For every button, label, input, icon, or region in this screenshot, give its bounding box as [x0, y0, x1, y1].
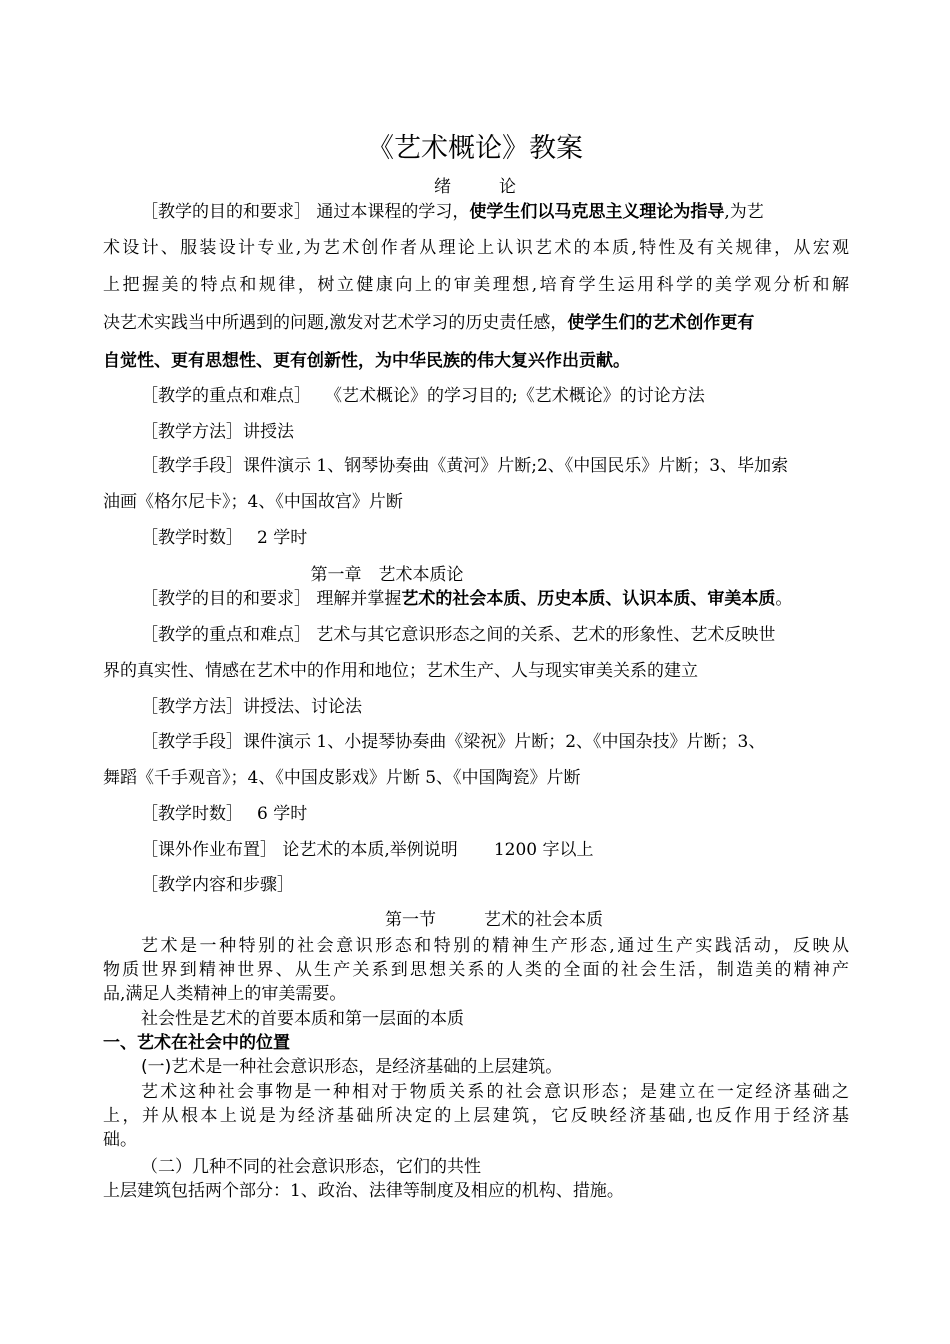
intro-key-line — [141, 385, 849, 407]
ch1-goal-bold: 艺术的社会本质、历史本质、认识本质、审美本质 — [401, 589, 776, 609]
sec1-p4: 上层建筑包括两个部分：1、政治、法律等制度及相应的机构、措施。 — [103, 1181, 624, 1201]
intro-means-line-2: 油画《格尔尼卡》；4、《中国故宫》片断 — [103, 492, 403, 512]
intro-heading — [0, 176, 950, 198]
ch1-method-label: ［教学方法］ — [141, 697, 243, 717]
sec1-p2: 社会性是艺术的首要本质和第一层面的本质 — [141, 1009, 464, 1029]
intro-hours-text: 2 学时 — [257, 528, 308, 548]
intro-key-text: 《艺术概论》的学习目的;《艺术概论》的讨论方法 — [325, 386, 705, 406]
chapter-1-heading: 第一章 艺术本质论 — [310, 565, 464, 585]
section-1-number: 第一节 — [385, 910, 436, 930]
intro-key-label: ［教学的重点和难点］ — [141, 386, 311, 406]
intro-goal-line-2: 术设计、服装设计专业,为艺术创作者从理论上认识艺术的本质,特性及有关规律，从宏观 — [103, 238, 849, 258]
intro-goal-text-d: 决艺术实践当中所遇到的问题,激发对艺术学习的历史责任感， — [103, 313, 568, 333]
intro-means-line-1 — [141, 455, 849, 477]
ch1-goal-label: ［教学的目的和要求］ — [141, 589, 311, 609]
ch1-hours-line — [141, 803, 849, 825]
sec1-p3-line-1: 艺术这种社会事物是一种相对于物质关系的社会意识形态；是建立在一定经济基础之 — [141, 1082, 849, 1102]
intro-goal-line-1 — [141, 201, 849, 223]
ch1-means-line-2: 舞蹈《千手观音》；4、《中国皮影戏》片断 5、《中国陶瓷》片断 — [103, 768, 581, 788]
ch1-key-line-2: 界的真实性、情感在艺术中的作用和地位；艺术生产、人与现实审美关系的建立 — [103, 661, 698, 681]
ch1-homework-text-a: 论艺术的本质,举例说明 — [282, 840, 458, 860]
intro-heading-a: 绪 — [434, 177, 451, 197]
intro-hours-label: ［教学时数］ — [141, 528, 243, 548]
ch1-key-line-1 — [141, 624, 849, 646]
ch1-key-text-1: 艺术与其它意识形态之间的关系、艺术的形象性、艺术反映世 — [316, 625, 776, 645]
intro-goal-label: ［教学的目的和要求］ — [141, 202, 311, 222]
intro-method-label: ［教学方法］ — [141, 422, 243, 442]
intro-method-text: 讲授法 — [243, 422, 294, 442]
intro-goal-line-4 — [103, 312, 849, 334]
ch1-means-line-1 — [141, 731, 849, 753]
intro-goal-text-c: ,为艺 — [724, 202, 764, 222]
intro-goal-bold-b: 使学生们的艺术创作更有 — [567, 313, 755, 333]
intro-goal-line-3: 上把握美的特点和规律，树立健康向上的审美理想,培育学生运用科学的美学观分析和解 — [103, 275, 849, 295]
ch1-homework-line — [141, 839, 849, 861]
sec1-p1-line-3: 品,满足人类精神上的审美需要。 — [103, 984, 347, 1004]
ch1-means-text-1: 课件演示 1、小提琴协奏曲《梁祝》片断；2、《中国杂技》片断；3、 — [243, 732, 766, 752]
sec1-heading-1: 一、艺术在社会中的位置 — [103, 1033, 290, 1053]
ch1-hours-text: 6 学时 — [257, 804, 308, 824]
section-1-title: 艺术的社会本质 — [484, 910, 603, 930]
section-1-heading — [385, 909, 845, 931]
ch1-key-label: ［教学的重点和难点］ — [141, 625, 311, 645]
intro-means-text-1: 课件演示 1、钢琴协奏曲《黄河》片断;2、《中国民乐》片断；3、毕加索 — [243, 456, 789, 476]
sec1-p1-line-1: 艺术是一种特别的社会意识形态和特别的精神生产形态,通过生产实践活动，反映从 — [141, 936, 849, 956]
ch1-method-text: 讲授法、讨论法 — [243, 697, 362, 717]
intro-hours-line — [141, 527, 849, 549]
sec1-heading-1-1: (一)艺术是一种社会意识形态，是经济基础的上层建筑。 — [141, 1057, 563, 1077]
ch1-hours-label: ［教学时数］ — [141, 804, 243, 824]
sec1-p1-line-2: 物质世界到精神世界、从生产关系到思想关系的人类的全面的社会生活，制造美的精神产 — [103, 960, 849, 980]
sec1-p3-line-3: 础。 — [103, 1130, 137, 1150]
intro-goal-bold-a: 使学生们以马克思主义理论为指导 — [469, 202, 725, 222]
intro-heading-b: 论 — [499, 177, 516, 197]
intro-goal-text-a: 通过本课程的学习， — [316, 202, 470, 222]
intro-method-line — [141, 421, 849, 443]
ch1-goal-line — [141, 588, 855, 610]
page-title: 《艺术概论》教案 — [367, 133, 583, 164]
intro-goal-line-5: 自觉性、更有思想性、更有创新性，为中华民族的伟大复兴作出贡献。 — [103, 351, 630, 371]
ch1-homework-text-b: 1200 字以上 — [493, 840, 594, 860]
ch1-method-line — [141, 696, 849, 718]
ch1-means-label: ［教学手段］ — [141, 732, 243, 752]
intro-means-label: ［教学手段］ — [141, 456, 243, 476]
ch1-homework-label: ［课外作业布置］ — [141, 840, 277, 860]
ch1-goal-text-c: 。 — [775, 589, 793, 609]
sec1-p3-line-2: 上，并从根本上说是为经济基础所决定的上层建筑，它反映经济基础,也反作用于经济基 — [103, 1106, 849, 1126]
sec1-heading-1-2: （二）几种不同的社会意识形态，它们的共性 — [141, 1157, 481, 1177]
ch1-steps-label: ［教学内容和步骤］ — [141, 875, 294, 895]
ch1-goal-text-a: 理解并掌握 — [316, 589, 402, 609]
